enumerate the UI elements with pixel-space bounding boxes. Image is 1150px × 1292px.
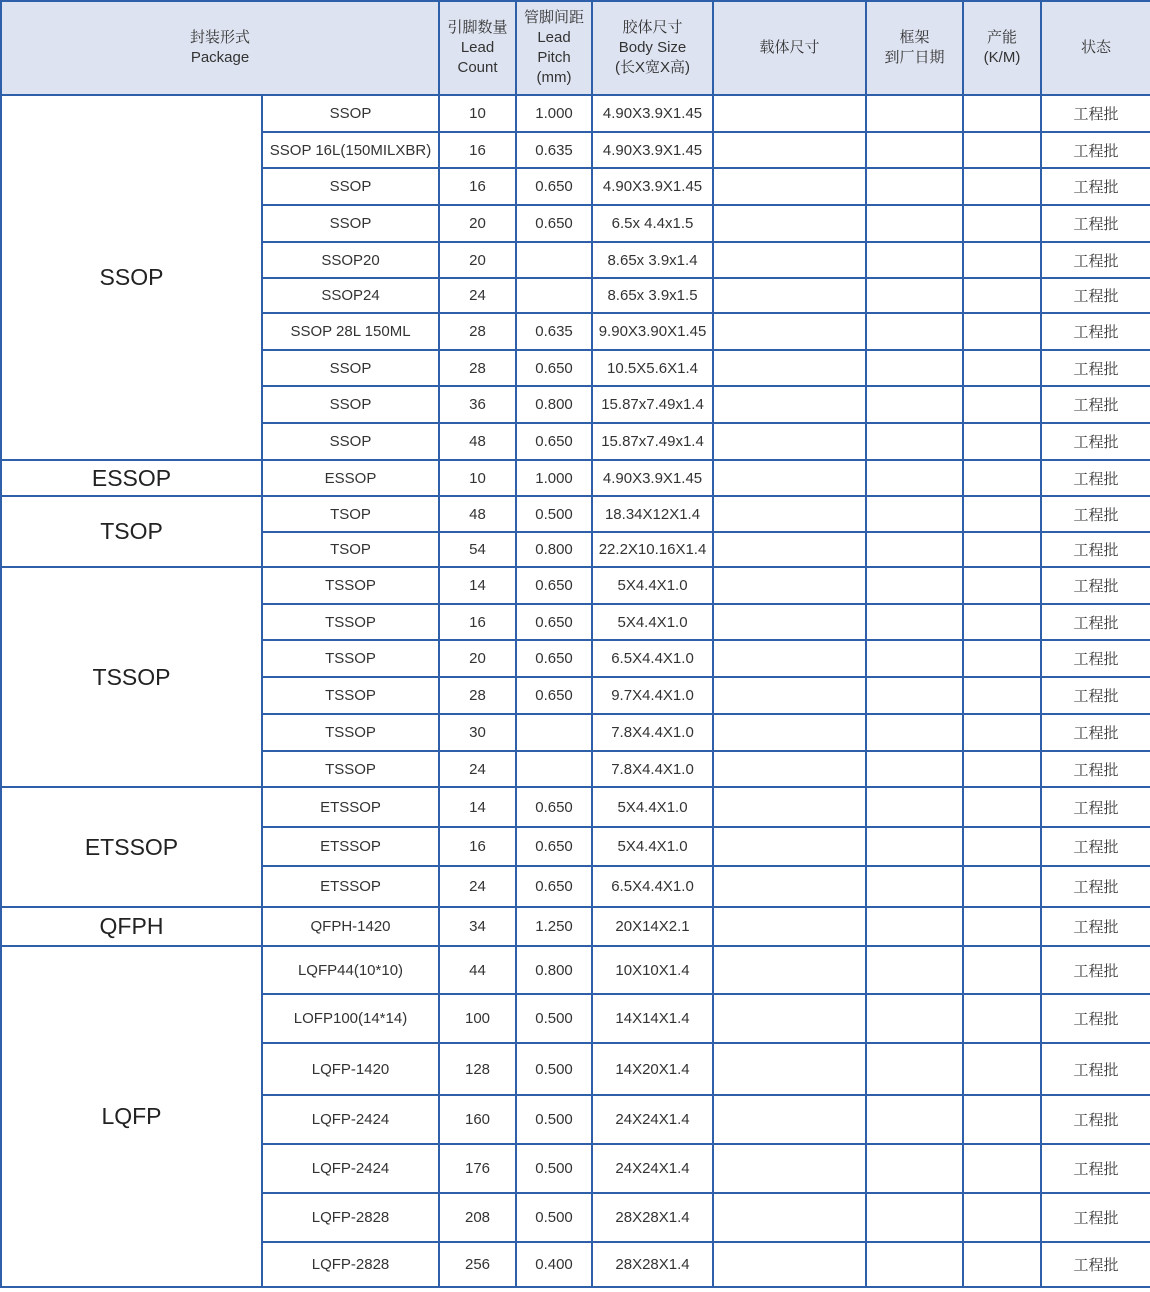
lead-pitch-cell xyxy=(516,242,592,278)
carrier-size-cell xyxy=(713,827,866,866)
carrier-size-cell xyxy=(713,1043,866,1095)
status-cell: 工程批 xyxy=(1041,95,1150,132)
capacity-cell xyxy=(963,994,1041,1043)
body-size-cell: 6.5X4.4X1.0 xyxy=(592,866,713,907)
table-row xyxy=(1,787,1150,827)
header-package: 封装形式 Package xyxy=(1,1,439,95)
body-size-cell: 24X24X1.4 xyxy=(592,1144,713,1193)
frame-date-cell xyxy=(866,1095,963,1144)
package-cell: SSOP xyxy=(262,350,439,386)
package-cell: SSOP 16L(150MILXBR) xyxy=(262,132,439,168)
lead-pitch-cell: 0.800 xyxy=(516,386,592,423)
status-cell: 工程批 xyxy=(1041,532,1150,567)
package-cell: ETSSOP xyxy=(262,827,439,866)
header-capacity: 产能 (K/M) xyxy=(963,1,1041,95)
status-cell: 工程批 xyxy=(1041,604,1150,640)
frame-date-cell xyxy=(866,1242,963,1287)
group-label: LQFP xyxy=(1,946,262,1287)
table-body xyxy=(1,95,1150,1287)
body-size-cell: 4.90X3.9X1.45 xyxy=(592,168,713,205)
lead-pitch-cell: 0.500 xyxy=(516,496,592,532)
frame-date-cell xyxy=(866,1043,963,1095)
body-size-cell: 15.87x7.49x1.4 xyxy=(592,386,713,423)
body-size-cell: 8.65x 3.9x1.4 xyxy=(592,242,713,278)
capacity-cell xyxy=(963,640,1041,677)
body-size-cell: 5X4.4X1.0 xyxy=(592,827,713,866)
body-size-cell: 5X4.4X1.0 xyxy=(592,604,713,640)
capacity-cell xyxy=(963,95,1041,132)
lead-count-cell: 14 xyxy=(439,787,516,827)
lead-count-cell: 24 xyxy=(439,866,516,907)
frame-date-cell xyxy=(866,242,963,278)
body-size-cell: 18.34X12X1.4 xyxy=(592,496,713,532)
carrier-size-cell xyxy=(713,313,866,350)
body-size-cell: 7.8X4.4X1.0 xyxy=(592,751,713,787)
status-cell: 工程批 xyxy=(1041,1242,1150,1287)
capacity-cell xyxy=(963,787,1041,827)
capacity-cell xyxy=(963,278,1041,313)
status-cell: 工程批 xyxy=(1041,714,1150,751)
capacity-cell xyxy=(963,1242,1041,1287)
package-cell: LQFP-2424 xyxy=(262,1095,439,1144)
table-row xyxy=(1,460,1150,496)
capacity-cell xyxy=(963,460,1041,496)
status-cell: 工程批 xyxy=(1041,205,1150,242)
package-cell: SSOP20 xyxy=(262,242,439,278)
frame-date-cell xyxy=(866,567,963,604)
lead-count-cell: 20 xyxy=(439,205,516,242)
lead-count-cell: 160 xyxy=(439,1095,516,1144)
package-cell: TSSOP xyxy=(262,677,439,714)
carrier-size-cell xyxy=(713,1193,866,1242)
carrier-size-cell xyxy=(713,532,866,567)
capacity-cell xyxy=(963,1144,1041,1193)
frame-date-cell xyxy=(866,640,963,677)
table-row xyxy=(1,907,1150,946)
frame-date-cell xyxy=(866,751,963,787)
group-label: QFPH xyxy=(1,907,262,946)
frame-date-cell xyxy=(866,787,963,827)
carrier-size-cell xyxy=(713,907,866,946)
capacity-cell xyxy=(963,604,1041,640)
lead-count-cell: 128 xyxy=(439,1043,516,1095)
frame-date-cell xyxy=(866,95,963,132)
status-cell: 工程批 xyxy=(1041,423,1150,460)
frame-date-cell xyxy=(866,946,963,994)
body-size-cell: 28X28X1.4 xyxy=(592,1193,713,1242)
frame-date-cell xyxy=(866,1193,963,1242)
package-cell: LQFP-1420 xyxy=(262,1043,439,1095)
capacity-cell xyxy=(963,1193,1041,1242)
lead-count-cell: 20 xyxy=(439,242,516,278)
lead-count-cell: 100 xyxy=(439,994,516,1043)
package-cell: SSOP xyxy=(262,423,439,460)
package-cell: SSOP xyxy=(262,95,439,132)
lead-pitch-cell: 0.650 xyxy=(516,350,592,386)
body-size-cell: 14X14X1.4 xyxy=(592,994,713,1043)
group-label: SSOP xyxy=(1,95,262,460)
capacity-cell xyxy=(963,714,1041,751)
body-size-cell: 10.5X5.6X1.4 xyxy=(592,350,713,386)
group-label: TSSOP xyxy=(1,567,262,787)
lead-count-cell: 16 xyxy=(439,168,516,205)
lead-count-cell: 48 xyxy=(439,496,516,532)
lead-count-cell: 10 xyxy=(439,460,516,496)
package-cell: LOFP100(14*14) xyxy=(262,994,439,1043)
header-lead-pitch: 管脚间距 Lead Pitch (mm) xyxy=(516,1,592,95)
capacity-cell xyxy=(963,1043,1041,1095)
body-size-cell: 15.87x7.49x1.4 xyxy=(592,423,713,460)
body-size-cell: 4.90X3.9X1.45 xyxy=(592,460,713,496)
lead-pitch-cell: 0.500 xyxy=(516,994,592,1043)
status-cell: 工程批 xyxy=(1041,496,1150,532)
header-carrier-size: 载体尺寸 xyxy=(713,1,866,95)
carrier-size-cell xyxy=(713,386,866,423)
capacity-cell xyxy=(963,866,1041,907)
carrier-size-cell xyxy=(713,423,866,460)
carrier-size-cell xyxy=(713,640,866,677)
group-label: TSOP xyxy=(1,496,262,567)
capacity-cell xyxy=(963,677,1041,714)
status-cell: 工程批 xyxy=(1041,313,1150,350)
capacity-cell xyxy=(963,1095,1041,1144)
lead-pitch-cell: 0.635 xyxy=(516,313,592,350)
body-size-cell: 28X28X1.4 xyxy=(592,1242,713,1287)
carrier-size-cell xyxy=(713,604,866,640)
frame-date-cell xyxy=(866,423,963,460)
package-cell: LQFP44(10*10) xyxy=(262,946,439,994)
carrier-size-cell xyxy=(713,567,866,604)
package-cell: QFPH-1420 xyxy=(262,907,439,946)
body-size-cell: 24X24X1.4 xyxy=(592,1095,713,1144)
capacity-cell xyxy=(963,205,1041,242)
body-size-cell: 6.5x 4.4x1.5 xyxy=(592,205,713,242)
lead-pitch-cell: 0.800 xyxy=(516,532,592,567)
carrier-size-cell xyxy=(713,994,866,1043)
package-cell: SSOP xyxy=(262,386,439,423)
capacity-cell xyxy=(963,168,1041,205)
package-cell: LQFP-2828 xyxy=(262,1242,439,1287)
status-cell: 工程批 xyxy=(1041,1193,1150,1242)
package-cell: TSSOP xyxy=(262,640,439,677)
status-cell: 工程批 xyxy=(1041,866,1150,907)
lead-count-cell: 16 xyxy=(439,604,516,640)
package-cell: ETSSOP xyxy=(262,866,439,907)
header-lead-count: 引脚数量 Lead Count xyxy=(439,1,516,95)
status-cell: 工程批 xyxy=(1041,386,1150,423)
lead-pitch-cell xyxy=(516,714,592,751)
package-cell: TSOP xyxy=(262,496,439,532)
body-size-cell: 8.65x 3.9x1.5 xyxy=(592,278,713,313)
table-row xyxy=(1,567,1150,604)
lead-count-cell: 24 xyxy=(439,751,516,787)
carrier-size-cell xyxy=(713,714,866,751)
header-status: 状态 xyxy=(1041,1,1150,95)
lead-pitch-cell: 0.650 xyxy=(516,640,592,677)
header-row xyxy=(1,1,1150,95)
header-body-size: 胶体尺寸 Body Size (长X宽X高) xyxy=(592,1,713,95)
frame-date-cell xyxy=(866,677,963,714)
status-cell: 工程批 xyxy=(1041,278,1150,313)
frame-date-cell xyxy=(866,460,963,496)
carrier-size-cell xyxy=(713,242,866,278)
group-label: ESSOP xyxy=(1,460,262,496)
lead-pitch-cell: 0.500 xyxy=(516,1144,592,1193)
lead-pitch-cell: 0.400 xyxy=(516,1242,592,1287)
lead-count-cell: 14 xyxy=(439,567,516,604)
status-cell: 工程批 xyxy=(1041,640,1150,677)
carrier-size-cell xyxy=(713,677,866,714)
carrier-size-cell xyxy=(713,95,866,132)
lead-count-cell: 54 xyxy=(439,532,516,567)
status-cell: 工程批 xyxy=(1041,350,1150,386)
lead-pitch-cell: 1.250 xyxy=(516,907,592,946)
lead-count-cell: 28 xyxy=(439,350,516,386)
frame-date-cell xyxy=(866,386,963,423)
frame-date-cell xyxy=(866,604,963,640)
frame-date-cell xyxy=(866,496,963,532)
status-cell: 工程批 xyxy=(1041,907,1150,946)
body-size-cell: 5X4.4X1.0 xyxy=(592,567,713,604)
body-size-cell: 10X10X1.4 xyxy=(592,946,713,994)
lead-pitch-cell: 0.500 xyxy=(516,1043,592,1095)
table-row xyxy=(1,946,1150,994)
package-cell: SSOP 28L 150ML xyxy=(262,313,439,350)
capacity-cell xyxy=(963,350,1041,386)
package-cell: SSOP24 xyxy=(262,278,439,313)
lead-count-cell: 36 xyxy=(439,386,516,423)
lead-count-cell: 30 xyxy=(439,714,516,751)
package-cell: TSSOP xyxy=(262,567,439,604)
carrier-size-cell xyxy=(713,205,866,242)
carrier-size-cell xyxy=(713,946,866,994)
lead-pitch-cell: 0.500 xyxy=(516,1095,592,1144)
lead-pitch-cell: 1.000 xyxy=(516,460,592,496)
status-cell: 工程批 xyxy=(1041,168,1150,205)
frame-date-cell xyxy=(866,866,963,907)
frame-date-cell xyxy=(866,827,963,866)
capacity-cell xyxy=(963,751,1041,787)
status-cell: 工程批 xyxy=(1041,994,1150,1043)
status-cell: 工程批 xyxy=(1041,827,1150,866)
lead-pitch-cell xyxy=(516,751,592,787)
status-cell: 工程批 xyxy=(1041,242,1150,278)
lead-count-cell: 208 xyxy=(439,1193,516,1242)
package-cell: TSOP xyxy=(262,532,439,567)
status-cell: 工程批 xyxy=(1041,946,1150,994)
lead-pitch-cell: 0.650 xyxy=(516,423,592,460)
capacity-cell xyxy=(963,532,1041,567)
status-cell: 工程批 xyxy=(1041,460,1150,496)
carrier-size-cell xyxy=(713,1144,866,1193)
lead-pitch-cell: 0.650 xyxy=(516,677,592,714)
package-cell: LQFP-2828 xyxy=(262,1193,439,1242)
table-row xyxy=(1,95,1150,132)
body-size-cell: 14X20X1.4 xyxy=(592,1043,713,1095)
capacity-cell xyxy=(963,313,1041,350)
lead-pitch-cell: 0.650 xyxy=(516,827,592,866)
frame-date-cell xyxy=(866,350,963,386)
lead-count-cell: 256 xyxy=(439,1242,516,1287)
lead-count-cell: 28 xyxy=(439,313,516,350)
frame-date-cell xyxy=(866,532,963,567)
capacity-cell xyxy=(963,827,1041,866)
body-size-cell: 22.2X10.16X1.4 xyxy=(592,532,713,567)
lead-count-cell: 20 xyxy=(439,640,516,677)
carrier-size-cell xyxy=(713,787,866,827)
body-size-cell: 4.90X3.9X1.45 xyxy=(592,95,713,132)
lead-count-cell: 16 xyxy=(439,827,516,866)
lead-pitch-cell: 0.650 xyxy=(516,787,592,827)
carrier-size-cell xyxy=(713,496,866,532)
status-cell: 工程批 xyxy=(1041,787,1150,827)
frame-date-cell xyxy=(866,714,963,751)
carrier-size-cell xyxy=(713,278,866,313)
status-cell: 工程批 xyxy=(1041,132,1150,168)
carrier-size-cell xyxy=(713,350,866,386)
carrier-size-cell xyxy=(713,460,866,496)
body-size-cell: 9.90X3.90X1.45 xyxy=(592,313,713,350)
capacity-cell xyxy=(963,132,1041,168)
lead-count-cell: 34 xyxy=(439,907,516,946)
status-cell: 工程批 xyxy=(1041,1095,1150,1144)
lead-count-cell: 16 xyxy=(439,132,516,168)
package-cell: LQFP-2424 xyxy=(262,1144,439,1193)
frame-date-cell xyxy=(866,1144,963,1193)
status-cell: 工程批 xyxy=(1041,1043,1150,1095)
capacity-cell xyxy=(963,907,1041,946)
lead-pitch-cell: 0.635 xyxy=(516,132,592,168)
frame-date-cell xyxy=(866,168,963,205)
lead-pitch-cell: 0.650 xyxy=(516,604,592,640)
frame-date-cell xyxy=(866,205,963,242)
body-size-cell: 6.5X4.4X1.0 xyxy=(592,640,713,677)
capacity-cell xyxy=(963,496,1041,532)
body-size-cell: 20X14X2.1 xyxy=(592,907,713,946)
lead-count-cell: 28 xyxy=(439,677,516,714)
lead-pitch-cell xyxy=(516,278,592,313)
package-cell: TSSOP xyxy=(262,714,439,751)
capacity-cell xyxy=(963,423,1041,460)
status-cell: 工程批 xyxy=(1041,1144,1150,1193)
lead-pitch-cell: 0.650 xyxy=(516,205,592,242)
lead-pitch-cell: 1.000 xyxy=(516,95,592,132)
lead-pitch-cell: 0.650 xyxy=(516,866,592,907)
body-size-cell: 4.90X3.9X1.45 xyxy=(592,132,713,168)
body-size-cell: 5X4.4X1.0 xyxy=(592,787,713,827)
capacity-cell xyxy=(963,567,1041,604)
carrier-size-cell xyxy=(713,1242,866,1287)
package-cell: SSOP xyxy=(262,168,439,205)
package-cell: TSSOP xyxy=(262,604,439,640)
group-label: ETSSOP xyxy=(1,787,262,907)
lead-pitch-cell: 0.800 xyxy=(516,946,592,994)
lead-pitch-cell: 0.650 xyxy=(516,168,592,205)
frame-date-cell xyxy=(866,313,963,350)
frame-date-cell xyxy=(866,132,963,168)
capacity-cell xyxy=(963,242,1041,278)
lead-count-cell: 24 xyxy=(439,278,516,313)
capacity-cell xyxy=(963,386,1041,423)
status-cell: 工程批 xyxy=(1041,567,1150,604)
body-size-cell: 7.8X4.4X1.0 xyxy=(592,714,713,751)
status-cell: 工程批 xyxy=(1041,677,1150,714)
carrier-size-cell xyxy=(713,866,866,907)
carrier-size-cell xyxy=(713,751,866,787)
lead-pitch-cell: 0.500 xyxy=(516,1193,592,1242)
body-size-cell: 9.7X4.4X1.0 xyxy=(592,677,713,714)
package-cell: SSOP xyxy=(262,205,439,242)
frame-date-cell xyxy=(866,907,963,946)
capacity-cell xyxy=(963,946,1041,994)
table-row xyxy=(1,496,1150,532)
package-cell: ESSOP xyxy=(262,460,439,496)
package-cell: ETSSOP xyxy=(262,787,439,827)
header-frame-date: 框架 到厂日期 xyxy=(866,1,963,95)
lead-count-cell: 48 xyxy=(439,423,516,460)
carrier-size-cell xyxy=(713,168,866,205)
package-cell: TSSOP xyxy=(262,751,439,787)
carrier-size-cell xyxy=(713,132,866,168)
lead-count-cell: 176 xyxy=(439,1144,516,1193)
frame-date-cell xyxy=(866,278,963,313)
status-cell: 工程批 xyxy=(1041,751,1150,787)
lead-count-cell: 10 xyxy=(439,95,516,132)
lead-count-cell: 44 xyxy=(439,946,516,994)
carrier-size-cell xyxy=(713,1095,866,1144)
frame-date-cell xyxy=(866,994,963,1043)
lead-pitch-cell: 0.650 xyxy=(516,567,592,604)
